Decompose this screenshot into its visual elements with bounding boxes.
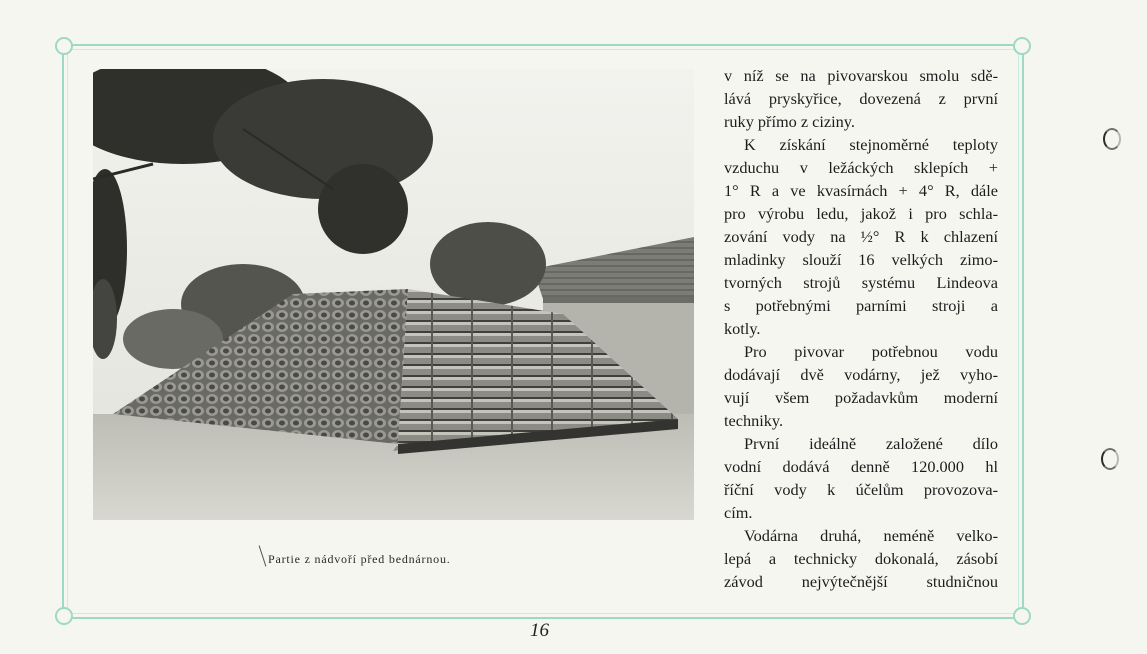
text-line: lává pryskyřice, dovezená z první	[724, 89, 998, 108]
text-line: mladinky slouží 16 velkých zimo-	[724, 250, 998, 269]
text-line: techniky.	[724, 411, 784, 430]
punch-hole-icon	[1101, 448, 1119, 470]
text-line: První ideálně založené dílo	[744, 434, 998, 453]
border-ornament	[55, 37, 73, 55]
text-line: Pro pivovar potřebnou vodu	[744, 342, 998, 361]
text-line: lepá a technicky dokonalá, zásobí	[724, 549, 998, 568]
text-line: zování vody na ½° R k chlazení	[724, 227, 998, 246]
border-ornament	[1013, 37, 1031, 55]
text-line: závod nejvýtečnější studničnou	[724, 572, 998, 591]
border-ornament	[55, 607, 73, 625]
text-line: cím.	[724, 503, 753, 522]
text-line: tvorných strojů systému Lindeova	[724, 273, 998, 292]
text-line: vodní dodává denně 120.000 hl	[724, 457, 998, 476]
text-line: kotly.	[724, 319, 761, 338]
text-line: vzduchu v ležáckých sklepích +	[724, 158, 998, 177]
text-line: Vodárna druhá, neméně velko-	[744, 526, 998, 545]
text-line: ruky přímo z ciziny.	[724, 112, 855, 131]
text-line: dodávají dvě vodárny, jež vyho-	[724, 365, 998, 384]
body-text	[724, 64, 998, 593]
text-line: K získání stejnoměrné teploty	[744, 135, 998, 154]
text-line: říční vody k účelům provozova-	[724, 480, 998, 499]
text-line: vují všem požadavkům moderní	[724, 388, 998, 407]
punch-hole-icon	[1103, 128, 1121, 150]
photo-caption: Partie z nádvoří před bednárnou.	[268, 552, 451, 566]
text-line: v níž se na pivovarskou smolu sdě-	[724, 66, 998, 85]
text-line: 1° R a ve kvasírnách + 4° R, dále	[724, 181, 998, 200]
text-line: s potřebnými parními stroji a	[724, 296, 998, 315]
text-line: pro výrobu ledu, jakož i pro schla-	[724, 204, 998, 223]
border-ornament	[1013, 607, 1031, 625]
page-number: 16	[530, 620, 549, 641]
photo-barrel-pyramid	[93, 69, 694, 520]
